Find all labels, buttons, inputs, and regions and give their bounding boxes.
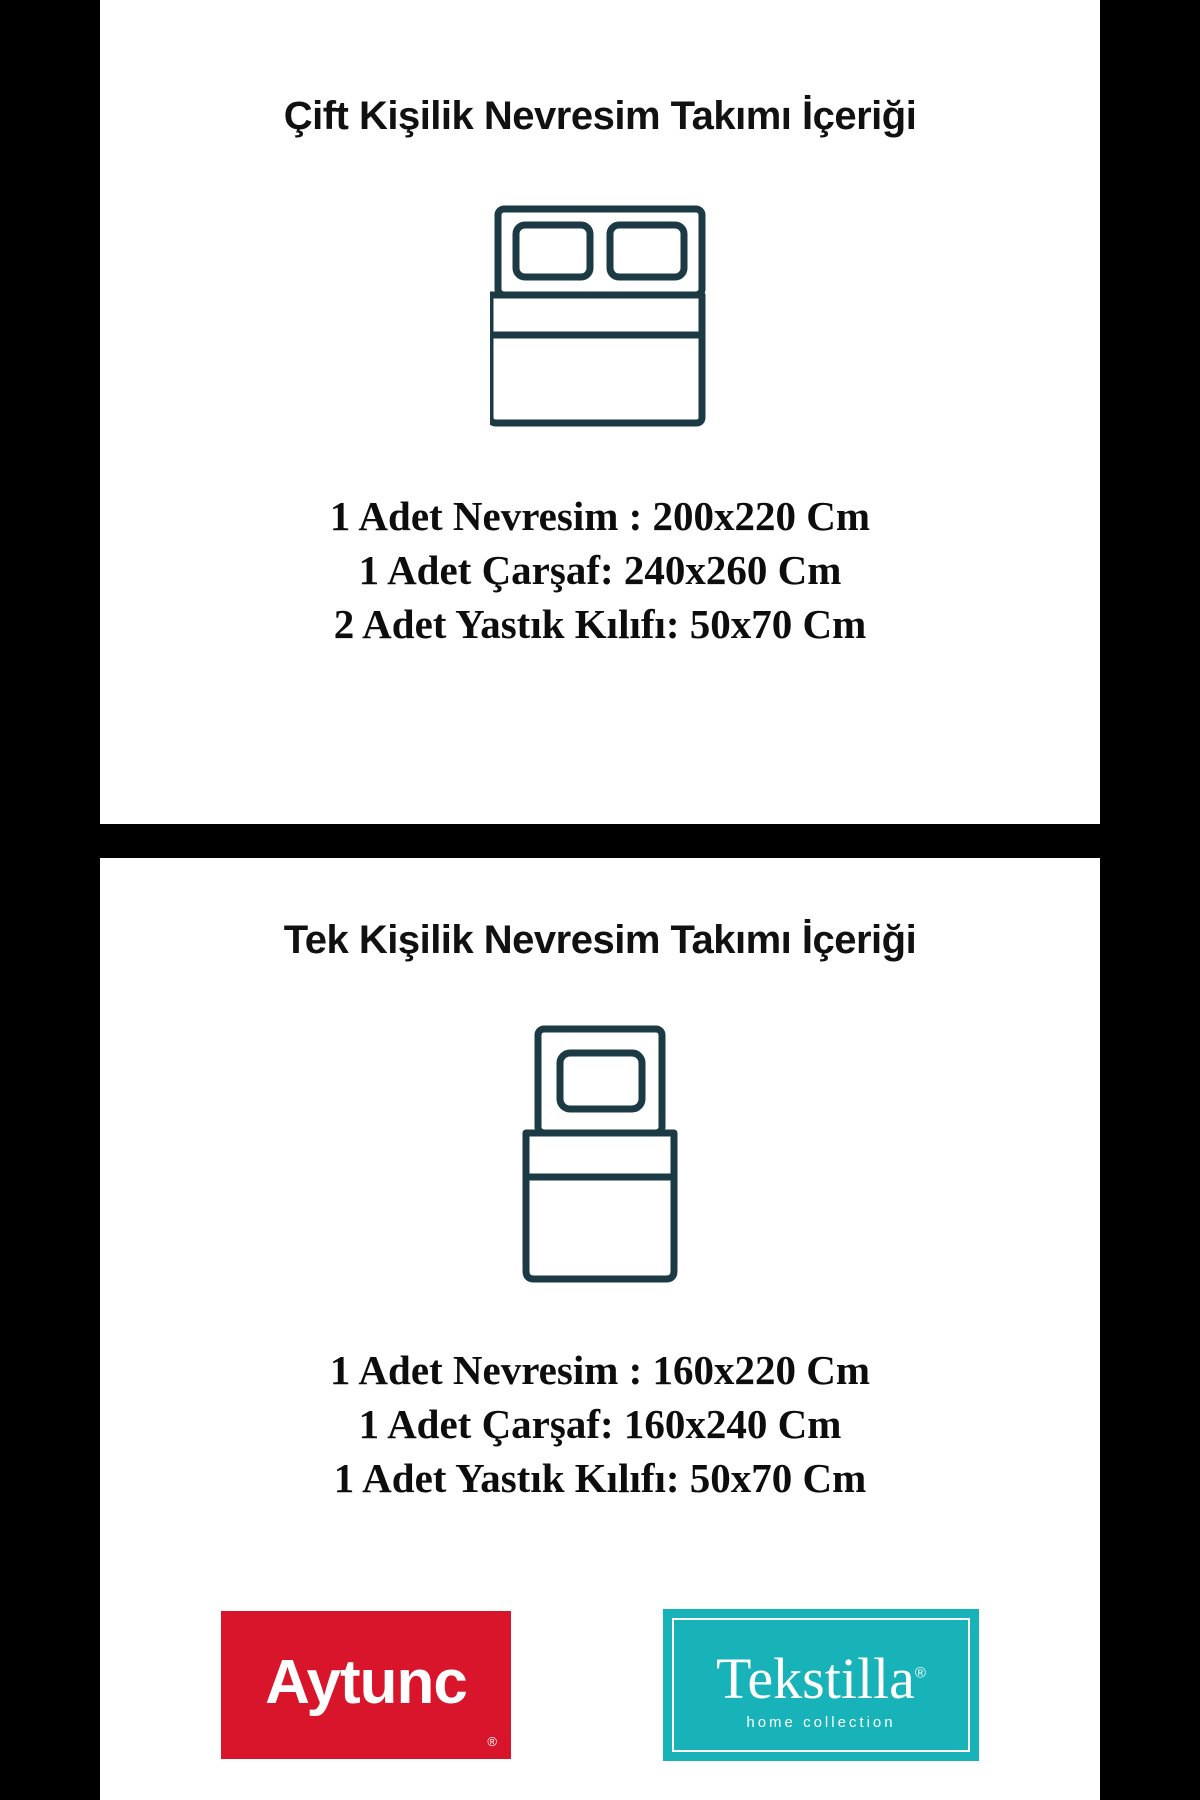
- single-bed-specs: [100, 1343, 1100, 1505]
- section-title: Tek Kişilik Nevresim Takımı İçeriği: [283, 918, 917, 962]
- spec-line: 1 Adet Çarşaf: 160x240 Cm: [358, 1401, 842, 1448]
- double-bed-specs: [100, 489, 1100, 651]
- spec-line: 2 Adet Yastık Kılıfı: 50x70 Cm: [333, 601, 867, 648]
- tekstilla-logo: [663, 1609, 979, 1761]
- tekstilla-wordmark-text: Tekstilla: [716, 1646, 915, 1711]
- tekstilla-registered-mark: ®: [914, 1664, 926, 1682]
- aytunc-logo: [221, 1611, 511, 1759]
- single-bed-icon-wrap: [100, 1023, 1100, 1285]
- brand-logos: [100, 1610, 1100, 1760]
- section-divider: [100, 824, 1100, 860]
- aytunc-wordmark: Aytunc: [265, 1648, 467, 1717]
- spec-line: 1 Adet Çarşaf: 240x260 Cm: [358, 547, 842, 594]
- tekstilla-wordmark: [716, 1646, 926, 1711]
- tekstilla-tagline: home collection: [746, 1714, 896, 1731]
- double-bed-icon: [490, 201, 710, 431]
- page-title: Çift Kişilik Nevresim Takımı İçeriği: [283, 94, 917, 138]
- spec-line: 1 Adet Nevresim : 160x220 Cm: [329, 1347, 871, 1393]
- section-divider-notch: [0, 828, 100, 858]
- double-bed-section: [100, 0, 1100, 828]
- aytunc-registered-mark: ®: [487, 1734, 497, 1749]
- spec-line: 1 Adet Nevresim : 200x220 Cm: [329, 493, 871, 539]
- spec-line: 1 Adet Yastık Kılıfı: 50x70 Cm: [333, 1455, 867, 1502]
- single-bed-icon: [520, 1023, 680, 1285]
- double-bed-icon-wrap: [100, 201, 1100, 431]
